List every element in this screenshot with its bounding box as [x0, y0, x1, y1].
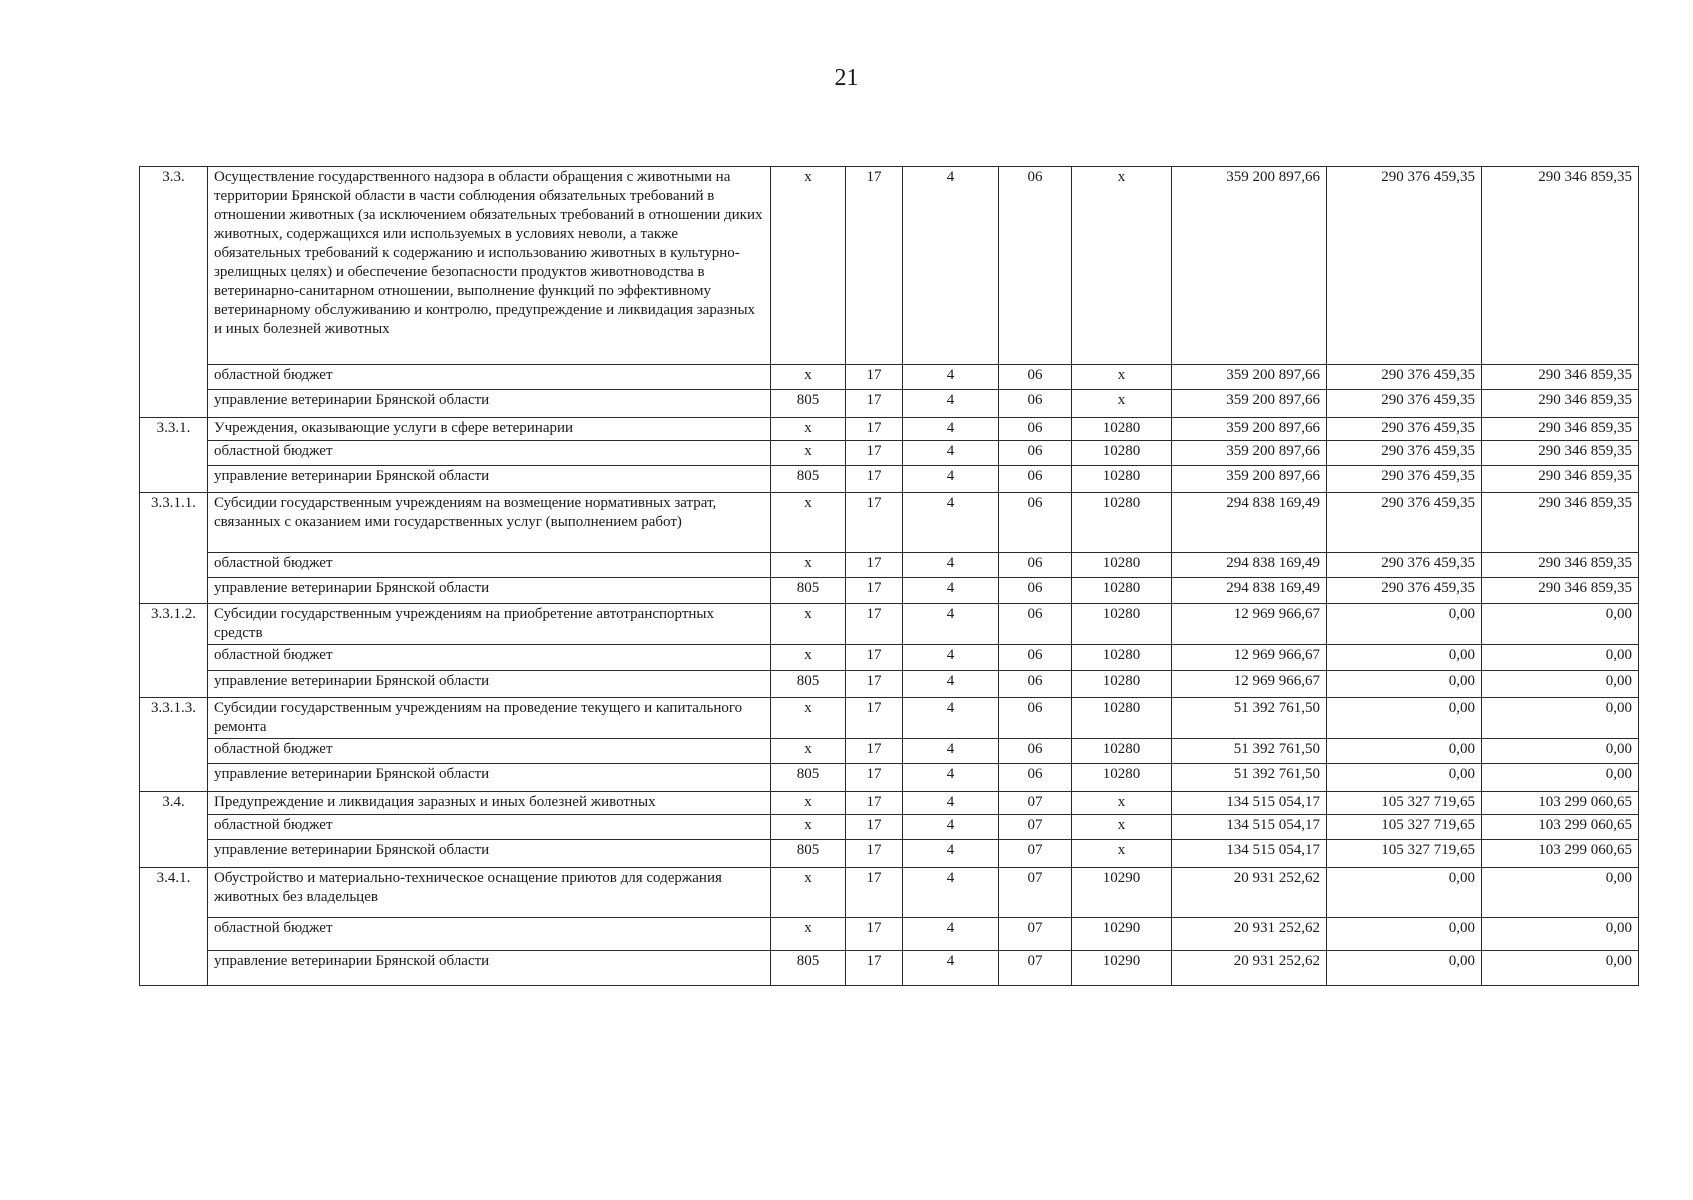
- item-number-cell: 3.4.: [140, 792, 208, 868]
- code-cell: 17: [846, 918, 903, 951]
- item-name-cell: управление ветеринарии Брянской области: [208, 390, 771, 418]
- amount-cell: 290 376 459,35: [1327, 441, 1482, 466]
- item-name-cell: Осуществление государственного надзора в области обращения с животными на территории Брянской области в части соблюдения обязательных требований в отношении животных (за исключением обязательных требований в отношении диких животных, содержащихся или используемых в условиях неволи, а также обязательных требований к содержанию и использованию животных в культурно-зрелищных целях) и обеспечение безопасности продуктов животноводства в ветеринарно-санитарном отношении, выполнение функций по эффективному ветеринарному обслуживанию и контролю, предупреждение и ликвидация заразных и иных болезней животных: [208, 167, 771, 365]
- table-body: [140, 167, 1639, 986]
- code-cell: 4: [903, 645, 999, 671]
- table-row: [140, 390, 1639, 418]
- code-cell: x: [1072, 792, 1172, 815]
- code-cell: 17: [846, 578, 903, 604]
- item-number-cell: 3.3.1.: [140, 418, 208, 493]
- table-row: [140, 815, 1639, 840]
- table-row: [140, 466, 1639, 493]
- code-cell: 17: [846, 167, 903, 365]
- code-cell: 10290: [1072, 918, 1172, 951]
- item-name-cell: областной бюджет: [208, 645, 771, 671]
- code-cell: 06: [999, 441, 1072, 466]
- code-cell: 4: [903, 441, 999, 466]
- code-cell: 4: [903, 604, 999, 645]
- grbs-cell: x: [771, 698, 846, 739]
- amount-cell: 103 299 060,65: [1482, 792, 1639, 815]
- code-cell: 06: [999, 553, 1072, 578]
- code-cell: 17: [846, 390, 903, 418]
- amount-cell: 290 346 859,35: [1482, 553, 1639, 578]
- item-name-cell: областной бюджет: [208, 553, 771, 578]
- code-cell: 07: [999, 951, 1072, 986]
- code-cell: 10280: [1072, 645, 1172, 671]
- code-cell: 10280: [1072, 604, 1172, 645]
- amount-cell: 0,00: [1482, 645, 1639, 671]
- amount-cell: 0,00: [1327, 739, 1482, 764]
- code-cell: 4: [903, 418, 999, 441]
- item-name-cell: управление ветеринарии Брянской области: [208, 764, 771, 792]
- code-cell: 06: [999, 698, 1072, 739]
- amount-cell: 12 969 966,67: [1172, 604, 1327, 645]
- amount-cell: 359 200 897,66: [1172, 390, 1327, 418]
- amount-cell: 103 299 060,65: [1482, 840, 1639, 868]
- code-cell: x: [1072, 840, 1172, 868]
- grbs-cell: x: [771, 418, 846, 441]
- amount-cell: 12 969 966,67: [1172, 645, 1327, 671]
- amount-cell: 290 346 859,35: [1482, 390, 1639, 418]
- grbs-cell: 805: [771, 578, 846, 604]
- amount-cell: 0,00: [1482, 604, 1639, 645]
- table-row: [140, 868, 1639, 918]
- code-cell: 06: [999, 671, 1072, 698]
- item-name-cell: управление ветеринарии Брянской области: [208, 951, 771, 986]
- code-cell: 17: [846, 671, 903, 698]
- item-name-cell: управление ветеринарии Брянской области: [208, 671, 771, 698]
- grbs-cell: x: [771, 739, 846, 764]
- table-row: [140, 418, 1639, 441]
- grbs-cell: 805: [771, 671, 846, 698]
- code-cell: 17: [846, 868, 903, 918]
- item-name-cell: областной бюджет: [208, 365, 771, 390]
- amount-cell: 12 969 966,67: [1172, 671, 1327, 698]
- code-cell: 06: [999, 739, 1072, 764]
- code-cell: 06: [999, 418, 1072, 441]
- code-cell: 07: [999, 815, 1072, 840]
- amount-cell: 359 200 897,66: [1172, 441, 1327, 466]
- code-cell: 4: [903, 764, 999, 792]
- amount-cell: 105 327 719,65: [1327, 815, 1482, 840]
- amount-cell: 0,00: [1327, 604, 1482, 645]
- amount-cell: 0,00: [1482, 951, 1639, 986]
- code-cell: 06: [999, 604, 1072, 645]
- item-name-cell: Субсидии государственным учреждениям на проведение текущего и капитального ремонта: [208, 698, 771, 739]
- code-cell: 4: [903, 951, 999, 986]
- table-row: [140, 604, 1639, 645]
- table-row: [140, 167, 1639, 365]
- code-cell: 10280: [1072, 764, 1172, 792]
- table-row: [140, 698, 1639, 739]
- table-row: [140, 365, 1639, 390]
- amount-cell: 290 376 459,35: [1327, 493, 1482, 553]
- grbs-cell: 805: [771, 951, 846, 986]
- grbs-cell: x: [771, 604, 846, 645]
- grbs-cell: x: [771, 815, 846, 840]
- code-cell: 06: [999, 764, 1072, 792]
- item-name-cell: управление ветеринарии Брянской области: [208, 466, 771, 493]
- code-cell: 4: [903, 671, 999, 698]
- code-cell: 17: [846, 553, 903, 578]
- code-cell: x: [1072, 167, 1172, 365]
- amount-cell: 0,00: [1327, 918, 1482, 951]
- table-row: [140, 441, 1639, 466]
- item-name-cell: областной бюджет: [208, 815, 771, 840]
- grbs-cell: x: [771, 167, 846, 365]
- code-cell: 17: [846, 466, 903, 493]
- code-cell: 17: [846, 441, 903, 466]
- code-cell: 4: [903, 868, 999, 918]
- code-cell: 10290: [1072, 868, 1172, 918]
- grbs-cell: 805: [771, 764, 846, 792]
- amount-cell: 290 346 859,35: [1482, 418, 1639, 441]
- grbs-cell: x: [771, 365, 846, 390]
- amount-cell: 51 392 761,50: [1172, 764, 1327, 792]
- code-cell: 07: [999, 840, 1072, 868]
- code-cell: 10280: [1072, 739, 1172, 764]
- code-cell: 10280: [1072, 698, 1172, 739]
- amount-cell: 105 327 719,65: [1327, 840, 1482, 868]
- amount-cell: 0,00: [1327, 868, 1482, 918]
- code-cell: 10280: [1072, 441, 1172, 466]
- item-number-cell: 3.3.1.1.: [140, 493, 208, 604]
- code-cell: 4: [903, 466, 999, 493]
- item-number-cell: 3.3.1.3.: [140, 698, 208, 792]
- amount-cell: 0,00: [1482, 739, 1639, 764]
- amount-cell: 290 376 459,35: [1327, 553, 1482, 578]
- item-number-cell: 3.3.1.2.: [140, 604, 208, 698]
- code-cell: 17: [846, 418, 903, 441]
- code-cell: 4: [903, 365, 999, 390]
- amount-cell: 134 515 054,17: [1172, 792, 1327, 815]
- code-cell: 06: [999, 390, 1072, 418]
- item-name-cell: областной бюджет: [208, 441, 771, 466]
- code-cell: 07: [999, 868, 1072, 918]
- amount-cell: 0,00: [1482, 918, 1639, 951]
- amount-cell: 290 376 459,35: [1327, 167, 1482, 365]
- grbs-cell: 805: [771, 840, 846, 868]
- table-row: [140, 739, 1639, 764]
- amount-cell: 103 299 060,65: [1482, 815, 1639, 840]
- code-cell: 17: [846, 792, 903, 815]
- amount-cell: 0,00: [1482, 698, 1639, 739]
- code-cell: 07: [999, 792, 1072, 815]
- code-cell: 07: [999, 918, 1072, 951]
- item-number-cell: 3.3.: [140, 167, 208, 418]
- amount-cell: 290 376 459,35: [1327, 365, 1482, 390]
- grbs-cell: x: [771, 645, 846, 671]
- amount-cell: 294 838 169,49: [1172, 578, 1327, 604]
- code-cell: 17: [846, 604, 903, 645]
- code-cell: 17: [846, 739, 903, 764]
- grbs-cell: 805: [771, 390, 846, 418]
- amount-cell: 51 392 761,50: [1172, 739, 1327, 764]
- code-cell: 10280: [1072, 671, 1172, 698]
- amount-cell: 0,00: [1482, 671, 1639, 698]
- amount-cell: 359 200 897,66: [1172, 466, 1327, 493]
- amount-cell: 0,00: [1482, 764, 1639, 792]
- grbs-cell: x: [771, 868, 846, 918]
- code-cell: 4: [903, 167, 999, 365]
- code-cell: 17: [846, 365, 903, 390]
- amount-cell: 359 200 897,66: [1172, 418, 1327, 441]
- amount-cell: 134 515 054,17: [1172, 840, 1327, 868]
- amount-cell: 290 376 459,35: [1327, 390, 1482, 418]
- code-cell: 17: [846, 764, 903, 792]
- amount-cell: 0,00: [1327, 645, 1482, 671]
- code-cell: 4: [903, 578, 999, 604]
- amount-cell: 20 931 252,62: [1172, 951, 1327, 986]
- amount-cell: 290 346 859,35: [1482, 493, 1639, 553]
- code-cell: 10280: [1072, 466, 1172, 493]
- code-cell: 4: [903, 792, 999, 815]
- amount-cell: 20 931 252,62: [1172, 918, 1327, 951]
- amount-cell: 359 200 897,66: [1172, 365, 1327, 390]
- code-cell: x: [1072, 365, 1172, 390]
- amount-cell: 20 931 252,62: [1172, 868, 1327, 918]
- code-cell: 10280: [1072, 493, 1172, 553]
- budget-table: [139, 166, 1639, 986]
- code-cell: 17: [846, 840, 903, 868]
- amount-cell: 0,00: [1327, 951, 1482, 986]
- code-cell: 06: [999, 493, 1072, 553]
- amount-cell: 290 376 459,35: [1327, 466, 1482, 493]
- table-row: [140, 645, 1639, 671]
- item-name-cell: Учреждения, оказывающие услуги в сфере ветеринарии: [208, 418, 771, 441]
- grbs-cell: 805: [771, 466, 846, 493]
- grbs-cell: x: [771, 441, 846, 466]
- page-number: 21: [834, 65, 859, 91]
- item-name-cell: Обустройство и материально-техническое оснащение приютов для содержания животных без владельцев: [208, 868, 771, 918]
- code-cell: 4: [903, 493, 999, 553]
- code-cell: 06: [999, 167, 1072, 365]
- code-cell: 17: [846, 815, 903, 840]
- code-cell: 4: [903, 815, 999, 840]
- table-row: [140, 840, 1639, 868]
- item-name-cell: Субсидии государственным учреждениям на приобретение автотранспортных средств: [208, 604, 771, 645]
- code-cell: 06: [999, 365, 1072, 390]
- table-row: [140, 671, 1639, 698]
- amount-cell: 290 376 459,35: [1327, 418, 1482, 441]
- table-row: [140, 553, 1639, 578]
- amount-cell: 0,00: [1327, 671, 1482, 698]
- code-cell: 4: [903, 840, 999, 868]
- code-cell: 06: [999, 645, 1072, 671]
- amount-cell: 294 838 169,49: [1172, 553, 1327, 578]
- code-cell: 10280: [1072, 578, 1172, 604]
- grbs-cell: x: [771, 493, 846, 553]
- code-cell: 4: [903, 698, 999, 739]
- amount-cell: 0,00: [1327, 698, 1482, 739]
- amount-cell: 51 392 761,50: [1172, 698, 1327, 739]
- item-name-cell: областной бюджет: [208, 918, 771, 951]
- code-cell: 10290: [1072, 951, 1172, 986]
- table-row: [140, 764, 1639, 792]
- amount-cell: 105 327 719,65: [1327, 792, 1482, 815]
- table-row: [140, 493, 1639, 553]
- code-cell: 17: [846, 645, 903, 671]
- item-number-cell: 3.4.1.: [140, 868, 208, 986]
- item-name-cell: управление ветеринарии Брянской области: [208, 840, 771, 868]
- code-cell: 06: [999, 466, 1072, 493]
- code-cell: 10280: [1072, 418, 1172, 441]
- item-name-cell: областной бюджет: [208, 739, 771, 764]
- item-name-cell: Субсидии государственным учреждениям на возмещение нормативных затрат, связанных с оказанием ими государственных услуг (выполнением работ): [208, 493, 771, 553]
- amount-cell: 290 346 859,35: [1482, 466, 1639, 493]
- amount-cell: 294 838 169,49: [1172, 493, 1327, 553]
- amount-cell: 290 346 859,35: [1482, 167, 1639, 365]
- grbs-cell: x: [771, 918, 846, 951]
- amount-cell: 359 200 897,66: [1172, 167, 1327, 365]
- grbs-cell: x: [771, 792, 846, 815]
- amount-cell: 134 515 054,17: [1172, 815, 1327, 840]
- code-cell: 17: [846, 951, 903, 986]
- code-cell: 10280: [1072, 553, 1172, 578]
- grbs-cell: x: [771, 553, 846, 578]
- amount-cell: 0,00: [1327, 764, 1482, 792]
- code-cell: 4: [903, 918, 999, 951]
- table-row: [140, 578, 1639, 604]
- code-cell: x: [1072, 815, 1172, 840]
- code-cell: 4: [903, 739, 999, 764]
- table-row: [140, 918, 1639, 951]
- table-row: [140, 792, 1639, 815]
- code-cell: 06: [999, 578, 1072, 604]
- item-name-cell: Предупреждение и ликвидация заразных и иных болезней животных: [208, 792, 771, 815]
- code-cell: x: [1072, 390, 1172, 418]
- code-cell: 17: [846, 698, 903, 739]
- item-name-cell: управление ветеринарии Брянской области: [208, 578, 771, 604]
- amount-cell: 0,00: [1482, 868, 1639, 918]
- amount-cell: 290 346 859,35: [1482, 441, 1639, 466]
- amount-cell: 290 346 859,35: [1482, 578, 1639, 604]
- amount-cell: 290 346 859,35: [1482, 365, 1639, 390]
- table-row: [140, 951, 1639, 986]
- amount-cell: 290 376 459,35: [1327, 578, 1482, 604]
- code-cell: 17: [846, 493, 903, 553]
- code-cell: 4: [903, 553, 999, 578]
- code-cell: 4: [903, 390, 999, 418]
